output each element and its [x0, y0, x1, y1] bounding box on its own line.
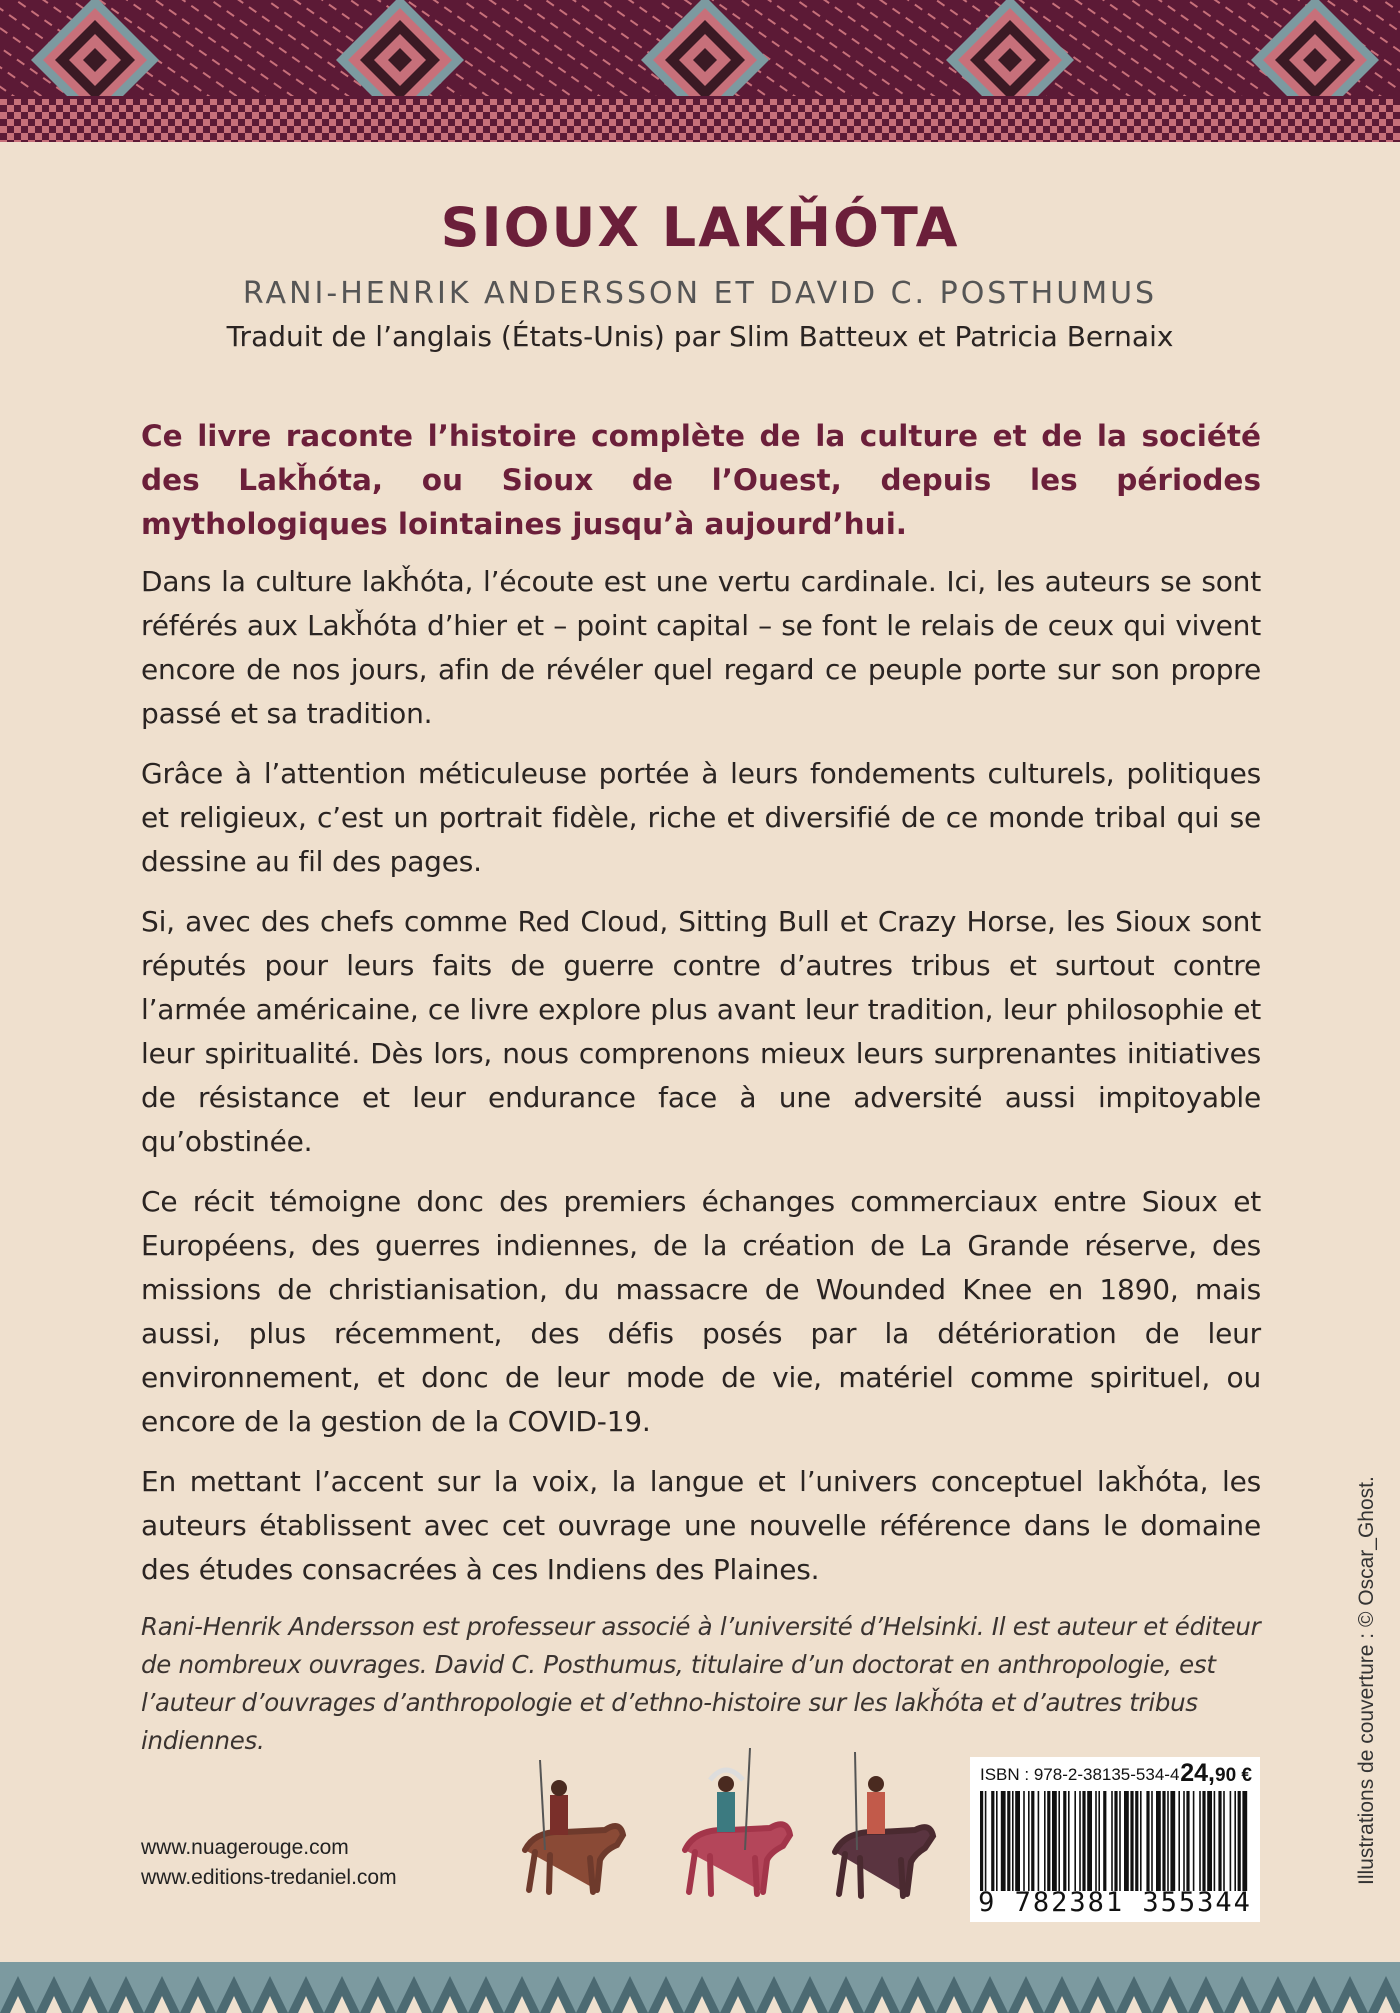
barcode-bar — [1023, 1791, 1025, 1891]
book-translators: Traduit de l’anglais (États-Unis) par Slim Batteux et Patricia Bernaix — [226, 320, 1174, 353]
barcode-bar — [1111, 1791, 1113, 1891]
bottom-decorative-band — [0, 1962, 1400, 2013]
barcode-bar — [991, 1791, 994, 1891]
barcode-bar — [1063, 1791, 1066, 1891]
barcode-box — [970, 1757, 1260, 1922]
body-paragraph: En mettant l’accent sur la voix, la langue et l’univers conceptuel lakȟóta, les auteurs établissent avec cet ouvrage une nouvelle référence dans le domaine des études consacrées à ces Indiens des Plaines. — [141, 1465, 1261, 1586]
barcode-bar — [1193, 1791, 1195, 1891]
barcode-bar — [996, 1791, 998, 1891]
barcode-bar — [1156, 1791, 1161, 1891]
body-paragraph: Dans la culture lakȟóta, l’écoute est une vertu cardinale. Ici, les auteurs se sont référés aux Lakȟóta d’hier et – point capital – se font le relais de ceux qui vivent encore de nos jours, afin de révéler quel regard ce peuple porte sur son propre passé et sa tradition. — [141, 565, 1261, 730]
rider-1 — [525, 1760, 623, 1892]
barcode-bar — [1044, 1791, 1046, 1891]
barcode-bar — [1135, 1791, 1138, 1891]
book-authors: RANI-HENRIK ANDERSSON ET DAVID C. POSTHUMUS — [242, 276, 1158, 311]
barcode-bar — [1074, 1791, 1076, 1891]
barcode-bar — [1130, 1791, 1133, 1891]
barcode-bar — [1103, 1791, 1106, 1891]
barcode-bar — [1087, 1791, 1092, 1891]
barcode-bar — [985, 1791, 987, 1891]
barcode-icon — [976, 1791, 1254, 1891]
barcode-bar — [1015, 1791, 1020, 1891]
barcode-bar — [1038, 1791, 1040, 1891]
barcode-bar — [1007, 1791, 1010, 1891]
barcode-bar — [1234, 1791, 1236, 1891]
horse-riders-illustration — [505, 1740, 1005, 1910]
barcode-bar — [1167, 1791, 1169, 1891]
top-decorative-band — [0, 0, 1400, 142]
barcode-bar — [1047, 1791, 1050, 1891]
barcode-bar — [1119, 1791, 1121, 1891]
body-paragraph: Ce récit témoigne donc des premiers échanges commerciaux entre Sioux et Européens, des guerres indiennes, de la création de La Grande réserve, des missions de christianisation, du massacre de Wounded Knee en 1890, mais aussi, plus récemment, des défis posés par la détérioration de leur environnement, et donc de leur mode de vie, matériel comme spirituel, ou encore de la gestion de la COVID-19. — [141, 1185, 1261, 1438]
publisher-websites — [141, 1833, 397, 1893]
rider-3 — [835, 1752, 933, 1896]
barcode-bar — [1114, 1791, 1117, 1891]
website-link[interactable]: www.editions-tredaniel.com — [141, 1866, 397, 1889]
barcode-bar — [1223, 1791, 1225, 1891]
rider-2 — [685, 1748, 790, 1894]
barcode-bar — [1199, 1791, 1201, 1891]
barcode-bar — [1183, 1791, 1185, 1891]
barcode-bar — [1001, 1791, 1006, 1891]
barcode-bar — [1140, 1791, 1142, 1891]
barcode-bar — [1095, 1791, 1097, 1891]
barcode-bar — [1028, 1791, 1030, 1891]
barcode-bar — [1218, 1791, 1221, 1891]
barcode-bar — [1068, 1791, 1070, 1891]
barcode-bar — [1238, 1791, 1241, 1891]
author-bio: Rani-Henrik Andersson est professeur associé à l’université d’Helsinki. Il est auteur et éditeur de nombreux ouvrages. David C. Posthumus, titulaire d’un doctorat en anthropologie, est l’auteur d’ouvrages d’anthropologie et d’ethno-histoire sur les lakȟóta et d’autres tribus indiennes. — [141, 1612, 1261, 1755]
price-main: 24, — [1180, 1759, 1216, 1787]
barcode-bar — [1079, 1791, 1081, 1891]
barcode-bar — [1151, 1791, 1153, 1891]
barcode-bar — [1124, 1791, 1129, 1891]
barcode-bar — [1202, 1791, 1205, 1891]
credit-text: Illustrations de couverture : © Oscar_Ghost. — [1355, 1476, 1378, 1885]
barcode-bar — [1031, 1791, 1034, 1891]
lead-paragraph: Ce livre raconte l’histoire complète de la culture et de la société des Lakȟóta, ou Sioux de l’Ouest, depuis les périodes mythologiques lointaines jusqu’à aujourd’hui. — [141, 419, 1261, 541]
barcode-bar — [1242, 1791, 1247, 1891]
price — [1180, 1759, 1252, 1788]
book-title: SIOUX LAKȞÓTA — [440, 196, 960, 259]
illustration-credit — [1355, 1345, 1385, 1885]
back-cover-text — [141, 414, 1261, 1760]
isbn: ISBN : 978-2-38135-534-4 — [980, 1765, 1180, 1784]
barcode-bar — [1207, 1791, 1212, 1891]
barcode-bar — [1186, 1791, 1189, 1891]
website-link[interactable]: www.nuagerouge.com — [141, 1836, 349, 1859]
barcode-bar — [1162, 1791, 1165, 1891]
barcode-bar — [1214, 1791, 1216, 1891]
body-paragraph: Grâce à l’attention méticuleuse portée à leurs fondements culturels, politiques et religieux, c’est un portrait fidèle, riche et diversifié de ce monde tribal qui se dessine au fil des pages. — [141, 757, 1261, 878]
barcode-bar — [1178, 1791, 1180, 1891]
barcode-bar — [1058, 1791, 1060, 1891]
barcode-bar — [1170, 1791, 1175, 1891]
barcode-bar — [1052, 1791, 1057, 1891]
barcode-bar — [1012, 1791, 1014, 1891]
barcode-bar — [1230, 1791, 1232, 1891]
barcode-bar — [1082, 1791, 1085, 1891]
body-paragraph: Si, avec des chefs comme Red Cloud, Sitting Bull et Crazy Horse, les Sioux sont réputés pour leurs faits de guerre contre d’autres tribus et surtout contre l’armée américaine, ce livre explore plus avant leur tradition, leur philosophie et leur spiritualité. Dès lors, nous comprenons mieux leurs surprenantes initiatives de résistance et leur endurance face à une adversité aussi impitoyable qu’obstinée. — [141, 905, 1261, 1158]
price-cents: 90 € — [1215, 1765, 1252, 1786]
barcode-bar — [980, 1791, 983, 1891]
barcode-bar — [1098, 1791, 1100, 1891]
barcode-digits: 9 782381 355344 — [978, 1887, 1252, 1918]
barcode-bar — [1146, 1791, 1149, 1891]
